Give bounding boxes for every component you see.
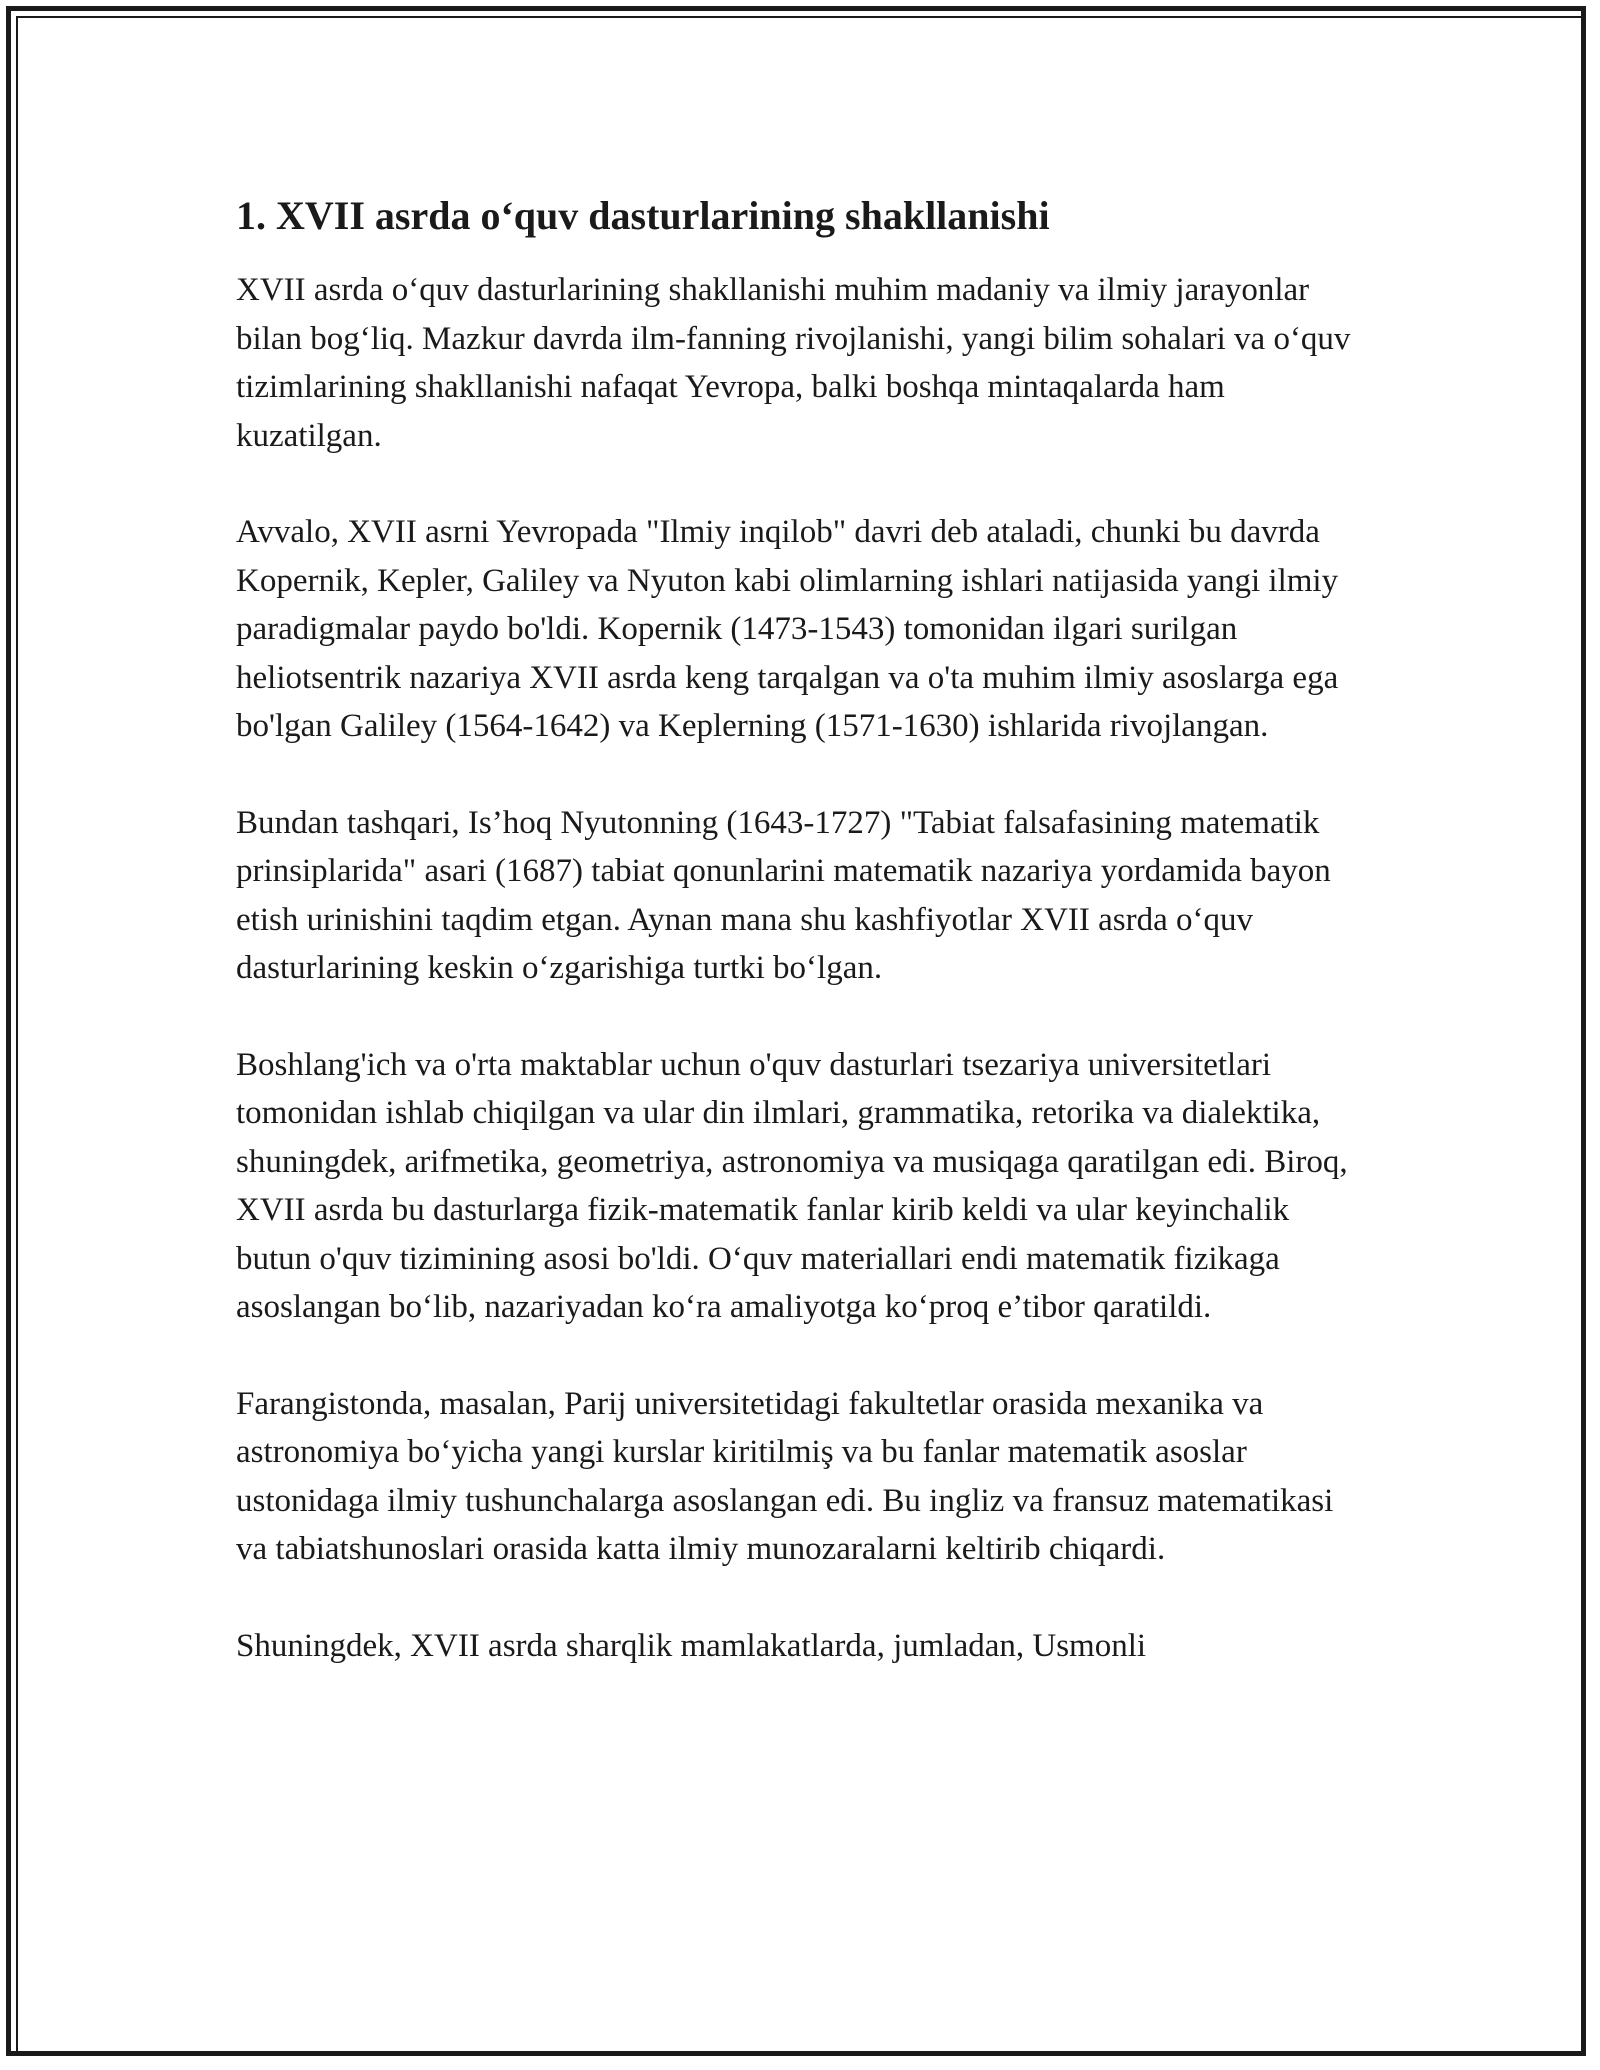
paragraph-3: Bundan tashqari, Is’hoq Nyutonning (1643-1727) "Tabiat falsafasining matematik prinsiplarida" asari (1687) tabiat qonunlarini matematik nazariya yordamida bayon etish urinishini taqdim etgan. Aynan mana shu kashfiyotlar XVII asrda o‘quv dasturlarining keskin o‘zgarishiga turtki bo‘lgan. (236, 804, 1331, 986)
paragraph-1: XVII asrda o‘quv dasturlarining shakllanishi muhim madaniy va ilmiy jarayonlar bilan bog‘liq. Mazkur davrda ilm-fanning rivojlanishi, yangi bilim sohalari va o‘quv tizimlarining shakllanishi nafaqat Yevropa, balki boshqa mintaqalarda ham kuzatilgan. (236, 272, 1351, 454)
section-heading: 1. XVII asrda o‘quv dasturlarining shakllanishi (236, 193, 1050, 238)
paragraph-6: Shuningdek, XVII asrda sharqlik mamlakatlarda, jumladan, Usmonli (236, 1627, 1147, 1664)
paragraph-4: Boshlang'ich va o'rta maktablar uchun o'quv dasturlari tsezariya universitetlari tomonidan ishlab chiqilgan va ular din ilmlari, grammatika, retorika va dialektika, shuningdek, arifmetika, geometriya, astronomiya va musiqaga qaratilgan edi. Biroq, XVII asrda bu dasturlarga fizik-matematik fanlar kirib keldi va ular keyinchalik butun o'quv tizimining asosi bo'ldi. O‘quv materiallari endi matematik fizikaga asoslangan bo‘lib, nazariyadan ko‘ra amaliyotga ko‘proq e’tibor qaratildi. (236, 1046, 1348, 1325)
document-body (236, 190, 1366, 1718)
paragraph-2: Avvalo, XVII asrni Yevropada "Ilmiy inqilob" davri deb ataladi, chunki bu davrda Kopernik, Kepler, Galiley va Nyuton kabi olimlarning ishlari natijasida yangi ilmiy paradigmalar paydo bo'ldi. Kopernik (1473-1543) tomonidan ilgari surilgan heliotsentrik nazariya XVII asrda keng tarqalgan va o'ta muhim ilmiy asoslarga ega bo'lgan Galiley (1564-1642) va Keplerning (1571-1630) ishlarida rivojlangan. (236, 514, 1339, 744)
paragraph-5: Farangistonda, masalan, Parij universitetidagi fakultetlar orasida mexanika va astronomiya bo‘yicha yangi kurslar kiritilmiş va bu fanlar matematik asoslar ustonidaga ilmiy tushunchalarga asoslangan edi. Bu ingliz va fransuz matematikasi va tabiatshunoslari orasida katta ilmiy munozaralarni keltirib chiqardi. (236, 1385, 1334, 1567)
